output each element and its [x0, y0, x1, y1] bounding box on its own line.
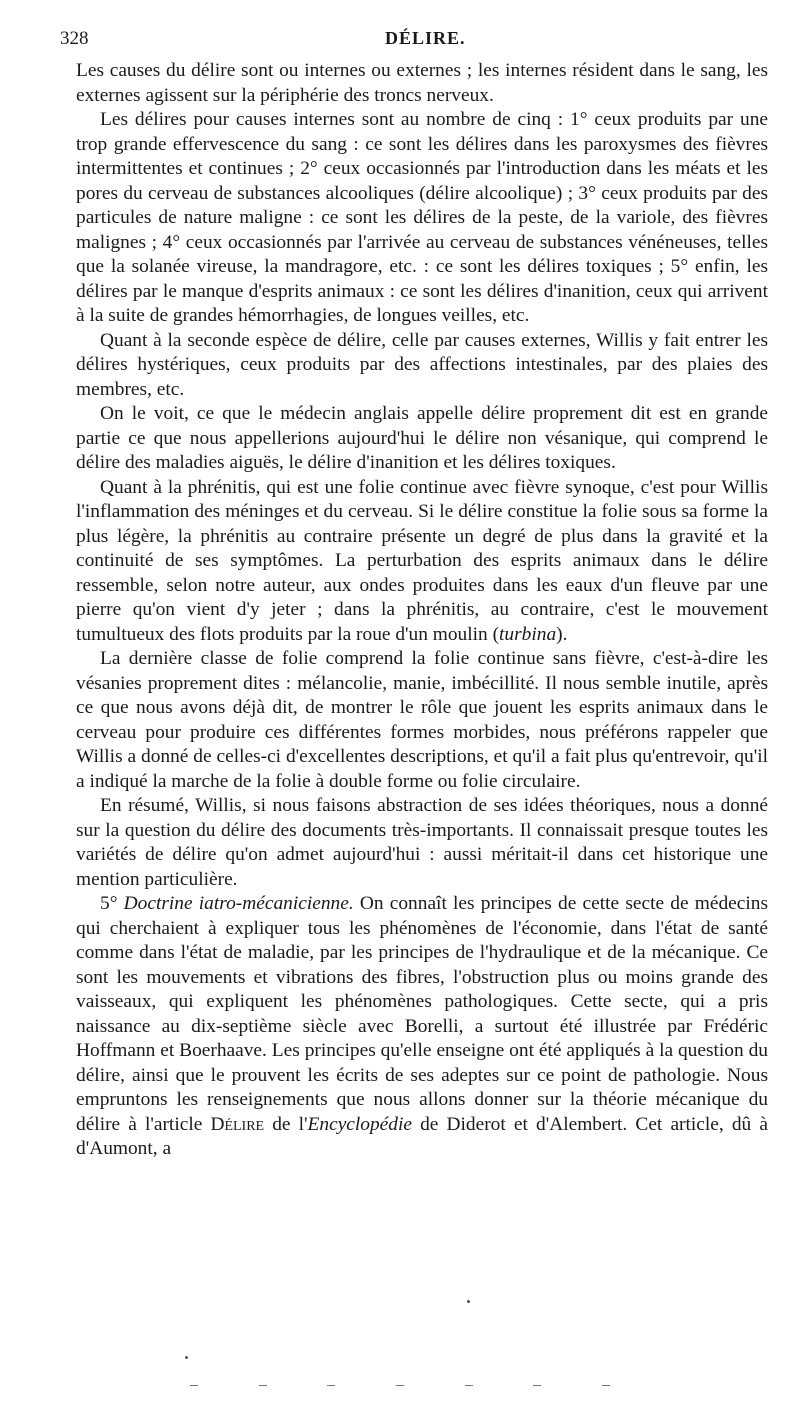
italic-term: turbina	[499, 623, 557, 645]
print-speck	[185, 1356, 188, 1359]
paragraph-text: de l'	[264, 1113, 308, 1135]
paragraph: La dernière classe de folie comprend la folie continue sans fièvre, c'est-à-dire les vésanies proprement dites : mélancolie, manie, imbécillité. Il nous semble inutile, après ce que nous avons déjà dit, de montrer le rôle que jouent les esprits animaux dans le cerveau pour produire ces différentes formes morbides, nous préférons rappeler que Willis a donné de celles-ci d'excellentes descriptions, et qu'il a fait plus qu'entrevoir, qu'il a indiqué la marche de la folie à double forme ou folie circulaire.	[76, 648, 768, 792]
paragraph: Quant à la seconde espèce de délire, celle par causes externes, Willis y fait entrer les délires hystériques, ceux produits par des affections intestinales, par des plaies des membres, etc.	[76, 329, 768, 400]
body-text	[76, 59, 768, 1162]
dash-mark	[396, 1385, 404, 1386]
dash-mark	[190, 1385, 198, 1386]
bottom-dash-marks	[190, 1385, 610, 1387]
italic-term: Encyclopédie	[307, 1113, 412, 1135]
section-number: 5°	[100, 893, 124, 914]
paragraph	[76, 892, 768, 1162]
dash-mark	[602, 1385, 610, 1386]
paragraph: Les délires pour causes internes sont au nombre de cinq : 1° ceux produits par une trop grande effervescence du sang : ce sont les délires dans les paroxysmes des fièvres intermittentes et continues ; 2° ceux occasionnés par l'introduction dans les méats et les pores du cerveau de substances alcooliques (délire alcoolique) ; 3° ceux produits par des particules de nature maligne : ce sont les délires de la peste, de la variole, des fièvres malignes ; 4° ceux occasionnés par l'arrivée au cerveau de substances vénéneuses, telles que la solanée vireuse, la mandragore, etc. : ce sont les délires toxiques ; 5° enfin, les délires par le manque d'esprits animaux : ce sont les délires d'inanition, ceux qui arrivent à la suite de grandes hémorrhagies, de longues veilles, etc.	[76, 109, 768, 326]
paragraph-text: ).	[556, 623, 568, 645]
small-caps-term: Délire	[210, 1113, 265, 1135]
paragraph-text: On connaît les principes de cette secte de médecins qui cherchaient à expliquer tous les phénomènes de l'économie, dans l'état de santé comme dans l'état de maladie, par les principes de l'hydraulique et de la mécanique. Ce sont les mouvements et vibrations des fibres, l'obstruction plus ou moins grande des vaisseaux, qui expliquent les phénomènes pathologiques. Cette secte, qui a pris naissance au dix-septième siècle avec Borelli, a surtout été illustrée par Frédéric Hoffmann et Boerhaave. Les principes qu'elle enseigne ont été appliqués à la question du délire, ainsi que le prouvent les écrits de ses adeptes sur ce point de pathologie. Nous empruntons les renseignements que nous allons donner sur la théorie mécanique du délire à l'article	[76, 893, 768, 1135]
paragraph: On le voit, ce que le médecin anglais appelle délire proprement dit est en grande partie ce que nous appellerions aujourd'hui le délire non vésanique, qui comprend le délire des maladies aiguës, le délire d'inanition et les délires toxiques.	[76, 403, 768, 473]
paragraph-text: Quant à la phrénitis, qui est une folie continue avec fièvre synoque, c'est pour Willis l'inflammation des méninges et du cerveau. Si le délire constitue la folie sous sa forme la plus légère, la phrénitis au contraire présente un degré de plus dans la gravité et la continuité de ses symptômes. La perturbation des esprits animaux dans le délire ressemble, selon notre auteur, aux ondes produites dans les eaux d'un fleuve par une pierre qu'on vient d'y jeter ; dans la phrénitis, au contraire, c'est le mouvement tumultueux des flots produits par la roue d'un moulin (	[76, 476, 768, 645]
paragraph: En résumé, Willis, si nous faisons abstraction de ses idées théoriques, nous a donné sur la question du délire des documents très-importants. Il connaissait presque toutes les variétés de délire qu'on admet aujourd'hui : aussi méritait-il dans cet historique une mention particulière.	[76, 795, 768, 890]
running-title: DÉLIRE.	[385, 28, 466, 48]
print-speck	[467, 1300, 470, 1303]
paragraph: Les causes du délire sont ou internes ou externes ; les internes résident dans le sang, les externes agissent sur la périphérie des troncs nerveux.	[76, 60, 768, 106]
dash-mark	[465, 1385, 473, 1386]
paragraph	[76, 476, 768, 648]
dash-mark	[533, 1385, 541, 1386]
dash-mark	[259, 1385, 267, 1386]
page-number: 328	[60, 28, 89, 49]
running-header	[60, 28, 768, 58]
section-heading: Doctrine iatro-mécanicienne.	[123, 893, 354, 914]
dash-mark	[327, 1385, 335, 1386]
paragraph-text: de Diderot et d'Alembert. Cet article, dû à d'Aumont, a	[76, 1113, 768, 1159]
